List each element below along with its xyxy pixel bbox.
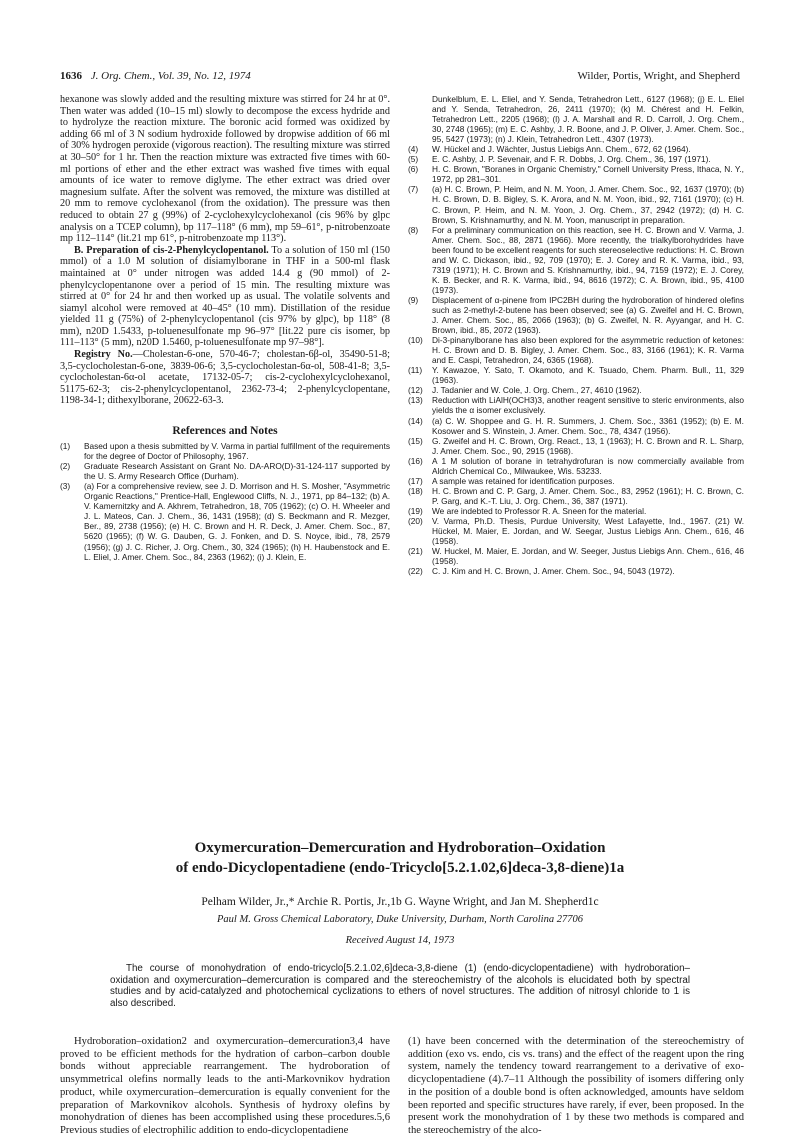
- reference-text: G. Zweifel and H. C. Brown, Org. React., 13, 1 (1963); H. C. Brown and R. L. Sharp, J. Amer. Chem. Soc., 90, 2915 (1968).: [432, 435, 744, 456]
- reference-text: We are indebted to Professor R. A. Sneen for the material.: [432, 505, 647, 516]
- references-heading: References and Notes: [172, 425, 278, 438]
- section-b-heading: B. Preparation of cis-2-Phenylcyclopentanol.: [74, 244, 269, 256]
- reference-item: [408, 335, 744, 365]
- reference-item: [408, 506, 744, 516]
- reference-text: A 1 M solution of borane in tetrahydrofuran is now commercially available from Aldrich Chemical Co., Milwaukee, Wis. 53233.: [432, 455, 744, 476]
- article-title-line-2: of endo-Dicyclopentadiene (endo-Tricyclo[5.2.1.02,6]deca-3,8-diene)1a: [175, 860, 625, 876]
- reference-number: (6): [408, 164, 419, 175]
- reference-text: (a) C. W. Shoppee and G. H. R. Summers, J. Chem. Soc., 3361 (1952); (b) E. M. Kosower and S. Winstein, J. Amer. Chem. Soc., 78, 4347 (1956).: [432, 415, 744, 436]
- journal-citation: J. Org. Chem., Vol. 39, No. 12, 1974: [90, 70, 251, 82]
- reference-item: [408, 385, 744, 395]
- reference-number: (14): [408, 415, 423, 426]
- reference-item: [408, 416, 744, 436]
- reference-item: [408, 365, 744, 385]
- experimental-paragraph-1: hexanone was slowly added and the resulting mixture was stirred for 24 hr at 0°. Then water was added (10–15 ml) slowly to decompose the excess hydride and to hydrolyze the reaction mixture. The boronic acid formed was oxidized by adding 66 ml of 3 N sodium hydroxide followed by dropwise addition of 66 ml of 30% hydrogen peroxide (vigorous reaction). The resulting mixture was stirred at 30–50° for 1 hr. Then the reaction mixture was extracted five times with 60-ml portions of ether and the ether extract was washed five times with equal amounts of ice water to remove diglyme. The ether extract was dried over magnesium sulfate. After the solvent was removed, the mixture was distilled at 20 mm to remove cyclohexanol (from the oxidation). The pressure was then reduced to obtain 27 g (99%) of 2-cyclohexylcyclohexanol (cis 96% by glpc analysis on a TCEP column), bp 117–118° (6 mm), mp 59–61°, p-nitrobenzoate mp 112–114° (lit.21 mp 61°, p-nitrobenzoate mp 113°).: [60, 94, 390, 245]
- author-affiliation: Paul M. Gross Chemical Laboratory, Duke University, Durham, North Carolina 27706: [217, 914, 583, 925]
- reference-number: (4): [408, 144, 419, 155]
- right-column: [408, 94, 744, 576]
- header-left: [60, 70, 251, 82]
- reference-item: [60, 461, 390, 481]
- reference-item: [408, 144, 744, 154]
- reference-number: (21): [408, 546, 423, 557]
- running-authors: Wilder, Portis, Wright, and Shepherd: [577, 70, 740, 82]
- reference-item: [60, 481, 390, 561]
- references-left: [60, 441, 390, 562]
- reference-text: W. Hückel and J. Wächter, Justus Liebigs Ann. Chem., 672, 62 (1964).: [432, 144, 691, 155]
- intro-right-column: [408, 1036, 744, 1138]
- reference-number: (18): [408, 485, 423, 496]
- article-title: [60, 838, 740, 878]
- reference-number: (20): [408, 515, 423, 526]
- reference-text: For a preliminary communication on this reaction, see H. C. Brown and V. Varma, J. Amer. Chem. Soc., 88, 2871 (1966). More recently, the trialkylborohydrides have been found to be excellent reagents for such stereoselective reductions: H. C. Brown and W. C. Dickason, ibid., 92, 709 (1970); E. J. Corey and R. K. Varma, ibid., 93, 7319 (1971); H. C. Brown and S. Krishnamurthy, ibid., 94, 7159 (1972); E. J. Corey, K. B. Becker, and R. K. Varma, ibid., 94, 8616 (1972); C. A. Brown, ibid., 95, 4100 (1973).: [432, 224, 744, 295]
- article-authors: Pelham Wilder, Jr.,* Archie R. Portis, Jr.,1b G. Wayne Wright, and Jan M. Shepherd1c: [201, 896, 599, 908]
- reference-number: (2): [60, 461, 71, 472]
- reference-number: (15): [408, 435, 423, 446]
- reference-item: [408, 516, 744, 546]
- reference-text: A sample was retained for identification purposes.: [432, 475, 615, 486]
- reference-text: C. J. Kim and H. C. Brown, J. Amer. Chem. Soc., 94, 5043 (1972).: [432, 566, 675, 577]
- article-title-block: [60, 838, 740, 946]
- reference-number: (9): [408, 294, 419, 305]
- reference-text: H. C. Brown and C. P. Garg, J. Amer. Chem. Soc., 83, 2952 (1961); H. C. Brown, C. P. Garg, and K.-T. Liu, J. Org. Chem., 36, 387 (1971).: [432, 485, 744, 506]
- reference-number: (12): [408, 385, 423, 396]
- reference-text: Di-3-pinanylborane has also been explored for the asymmetric reduction of ketones: H. C. Brown and D. B. Bigley, J. Amer. Chem. Soc., 83, 3166 (1961); K. R. Varma and E. Caspi, Tetrahedron, 24, 6365 (1968).: [432, 335, 744, 366]
- reference-item: [408, 184, 744, 224]
- intro-paragraph-left: Hydroboration–oxidation2 and oxymercuration–demercuration3,4 have proved to be efficient methods for the hydration of carbon–carbon double bonds without appreciable rearrangement. The hydroboration of unsymmetrical olefins normally leads to the anti-Markovnikov hydration product, while oxymercuration–demercuration is equally convenient for the preparation of Markovnikov alcohols. Synthesis of hydroxy olefins by monohydration of dienes has been accomplished using these procedures.5,6 Previous studies of electrophilic addition to endo-dicyclopentadiene: [60, 1036, 390, 1136]
- reference-number: (3): [60, 481, 71, 492]
- reference-item: [408, 476, 744, 486]
- intro-left-column: [60, 1036, 390, 1138]
- reference-text: W. Huckel, M. Maier, E. Jordan, and W. Seeger, Justus Liebigs Ann. Chem., 616, 46 (1958).: [432, 546, 744, 567]
- registry-heading: Registry No.: [74, 349, 133, 361]
- reference-text: Reduction with LiAlH(OCH3)3, another reagent sensitive to steric environments, also yields the α isomer exclusively.: [432, 395, 744, 416]
- section-b-text: To a solution of 150 ml (150 mmol) of a 1.0 M solution of disiamylborane in THF in a 500-ml flask maintained at 0° under nitrogen was added 14.4 g (90 mmol) of 2-phenylcyclopentanone over a period of 15 min. The resulting mixture was stirred at 0° for 24 hr and then worked up as usual. The volatile solvents and siamyl alcohol were removed at 40–45° (10 mm). Distillation of the residue yielded 11 g (75%) of 2-phenylcyclopentanol (cis 97% by glpc), bp 118° (8 mm), n20D 1.5433, p-toluenesulfonate mp 96–97° [lit.22 pure cis isomer, bp 111–113° (5 mm), n20D 1.5460, p-toluenesulfonate mp 97–98°].: [60, 244, 390, 349]
- received-date: Received August 14, 1973: [345, 935, 455, 946]
- reference-number: (22): [408, 566, 423, 577]
- reference-text: H. C. Brown, "Boranes in Organic Chemistry," Cornell University Press, Ithaca, N. Y., 1972, pp 281–301.: [432, 164, 744, 185]
- reference-number: (1): [60, 441, 71, 452]
- reference-text: Displacement of α-pinene from IPC2BH during the hydroboration of hindered olefins such as 2-methyl-2-butene has been observed; see (a) G. Zweifel and H. C. Brown, J. Amer. Chem. Soc., 85, 2066 (1963); (b) G. Zweifel, N. R. Ayyangar, and H. C. Brown, ibid., 85, 2072 (1963).: [432, 294, 744, 336]
- reference-number: (10): [408, 335, 423, 346]
- reference-text: E. C. Ashby, J. P. Sevenair, and F. R. Dobbs, J. Org. Chem., 36, 197 (1971).: [432, 154, 711, 165]
- reference-number: (19): [408, 505, 423, 516]
- page-number: 1636: [60, 70, 82, 82]
- reference-item: [408, 225, 744, 295]
- reference-text: Graduate Research Assistant on Grant No. DA-ARO(D)-31-124-117 supported by the U. S. Army Research Office (Durham).: [84, 461, 390, 482]
- reference-number: (17): [408, 475, 423, 486]
- reference-item: [408, 164, 744, 184]
- intro-paragraph-right: (1) have been concerned with the determination of the stereochemistry of addition (exo vs. endo, cis vs. trans) and the effect of the reagent upon the ring system, namely the tendency toward rearrangement to a derivative of exo-dicyclopentadiene (4).7–11 Although the possibility of isomers differing only in the position of a double bond is often acknowledged, amounts have seldom been reported and specific structures have rarely, if ever, been proposed. In the present work the monohydration of 1 by these two methods is compared and the stereochemistry of the alco-: [408, 1036, 744, 1136]
- reference-text: Based upon a thesis submitted by V. Varma in partial fulfillment of the requirements for the degree of Doctor of Philosophy, 1967.: [84, 441, 390, 462]
- left-column: [60, 94, 390, 562]
- reference-number: (5): [408, 154, 419, 165]
- article-title-line-1: Oxymercuration–Demercuration and Hydroboration–Oxidation: [194, 840, 606, 856]
- reference-item: [408, 546, 744, 566]
- reference-item: [408, 154, 744, 164]
- reference-number: (11): [408, 365, 423, 376]
- reference-continuation: Dunkelblum, E. L. Eliel, and Y. Senda, Tetrahedron Lett., 6127 (1968); (j) E. L. Eliel and Y. Senda, Tetrahedron, 26, 2411 (1970); (k) M. Chérest and H. Felkin, Tetrahedron Lett., 2205 (1968); (l) J. A. Marshall and R. D. Carroll, J. Org. Chem., 30, 2748 (1965); (m) E. C. Ashby, J. R. Boone, and J. P. Oliver, J. Amer. Chem. Soc., 95, 5427 (1973); (n) J. Klein, Tetrahedron Lett., 4307 (1973).: [432, 94, 744, 145]
- reference-number: (7): [408, 184, 419, 195]
- reference-number: (8): [408, 224, 419, 235]
- reference-text: Y. Kawazoe, Y. Sato, T. Okamoto, and K. Tsuado, Chem. Pharm. Bull., 11, 329 (1963).: [432, 365, 744, 386]
- reference-item: [60, 441, 390, 461]
- reference-text: J. Tadanier and W. Cole, J. Org. Chem., 27, 4610 (1962).: [432, 385, 642, 396]
- reference-item: [408, 566, 744, 576]
- reference-item: [408, 395, 744, 415]
- reference-number: (13): [408, 395, 423, 406]
- registry-text: —Cholestan-6-one, 570-46-7; cholestan-6β-ol, 35490-51-8; 3,5-cyclocholestan-6-one, 3839-06-6; 3,5-cyclocholestan-6α-ol, 508-41-8; 3,5-cyclocholestan-6α-ol acetate, 17132-05-7; cis-2-cyclohexylcyclohexanol, 51175-62-3; cis-2-phenylcyclopentanol, 2362-73-4; 2-phenylcyclopentane, 1198-34-1; dithexylborane, 20622-63-3.: [60, 349, 390, 407]
- reference-item: [408, 436, 744, 456]
- reference-number: (16): [408, 455, 423, 466]
- reference-item: [408, 486, 744, 506]
- article-abstract: The course of monohydration of endo-tricyclo[5.2.1.02,6]deca-3,8-diene (1) (endo-dicyclopentadiene) with hydroboration–oxidation and oxymercuration–demercuration is compared and the stereochemistry of the alcohols is elucidated both by spectral studies and by acid-catalyzed and photochemical cyclizations to ethers of novel structures. The addition of nitrosyl chloride to 1 is also described.: [110, 963, 690, 1009]
- registry-numbers: [60, 349, 390, 407]
- reference-text: (a) H. C. Brown, P. Heim, and N. M. Yoon, J. Amer. Chem. Soc., 92, 1637 (1970); (b) H. C. Brown, D. B. Bigley, S. K. Arora, and N. M. Yoon, ibid., 92, 7161 (1970); (c) H. C. Brown, P. Heim, and N. M. Yoon, J. Org. Chem., 37, 2942 (1972); (d) H. C. Brown, S. Krishnamurthy, and N. M. Yoon, manuscript in preparation.: [432, 184, 744, 225]
- experimental-paragraph-2: [60, 245, 390, 349]
- reference-item: [408, 295, 744, 335]
- reference-text: V. Varma, Ph.D. Thesis, Purdue University, West Lafayette, Ind., 1967. (21) W. Hückel, M. Maier, E. Jordan, and W. Seegar, Justus Liebigs Ann. Chem., 616, 46 (1958).: [432, 515, 744, 547]
- reference-item: [408, 456, 744, 476]
- page-header: [60, 70, 740, 86]
- reference-text: (a) For a comprehensive review, see J. D. Morrison and H. S. Mosher, "Asymmetric Organic Reactions," Prentice-Hall, Englewood Cliffs, N. J., 1971, pp 84–132; (b) A. V. Kamernitzky and A. Akhrem, Tetrahedron, 18, 705 (1962); (c) O. H. Wheeler and J. L. Mateos, Can. J. Chem., 36, 1431 (1958); (d) S. Beckmann and R. Mezger, Ber., 89, 2738 (1956); (e) H. C. Brown and H. R. Deck, J. Amer. Chem. Soc., 87, 5620 (1965); (f) W. G. Dauben, G. J. Fonken, and D. S. Noyce, ibid., 78, 2579 (1956); (g) J. C. Richer, J. Org. Chem., 30, 324 (1965); (h) H. Haubenstock and E. L. Eliel, J. Amer. Chem. Soc., 84, 2363 (1962); (i) J. Klein, E.: [84, 481, 390, 562]
